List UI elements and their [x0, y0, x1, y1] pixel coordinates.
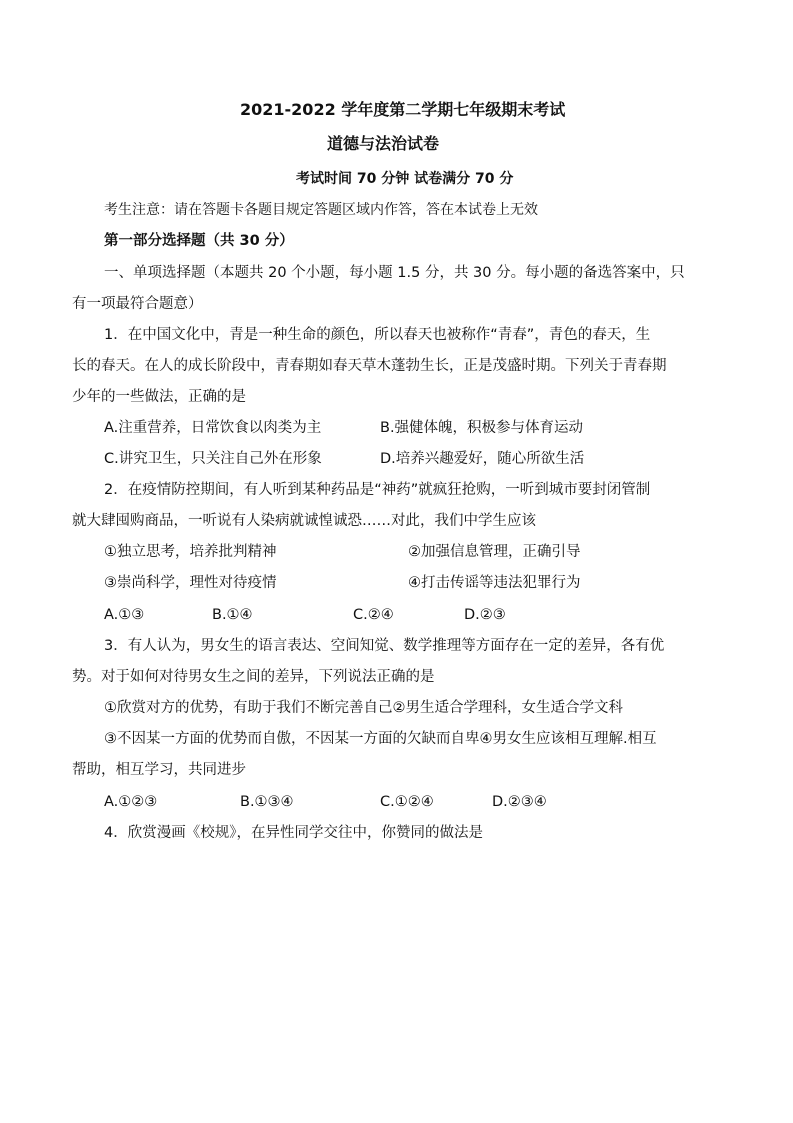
- q3-option-a: A.①②③: [104, 794, 158, 810]
- q3-statement-line2: ③不因某一方面的优势而自傲，不因某一方面的欠缺而自卑④男女生应该相互理解.相互: [104, 731, 657, 747]
- q2-statement-2: ②加强信息管理，正确引导: [408, 544, 581, 560]
- q1-option-d: D.培养兴趣爱好，随心所欲生活: [380, 451, 585, 467]
- q2-option-c: C.②④: [353, 607, 394, 623]
- q1-option-a: A.注重营养，日常饮食以肉类为主: [104, 420, 322, 436]
- part1-instructions-line2: 有一项最符合题意）: [72, 296, 203, 312]
- q3-option-c: C.①②④: [380, 794, 434, 810]
- q2-stem-line2: 就大肆囤购商品，一听说有人染病就诚惶诚恐……对此，我们中学生应该: [72, 513, 536, 529]
- q3-option-b: B.①③④: [240, 794, 294, 810]
- q3-statement-line1: ①欣赏对方的优势，有助于我们不断完善自己②男生适合学理科，女生适合学文科: [104, 700, 623, 716]
- q1-option-c: C.讲究卫生，只关注自己外在形象: [104, 451, 322, 467]
- q1-stem-line1: 1．在中国文化中，青是一种生命的颜色，所以春天也被称作“青春”，青色的春天，生: [104, 327, 651, 343]
- q2-option-d: D.②③: [464, 607, 506, 623]
- q1-stem-line2: 长的春天。在人的成长阶段中，青春期如春天草木蓬勃生长，正是茂盛时期。下列关于青春期: [72, 358, 667, 374]
- q2-statement-3: ③崇尚科学，理性对待疫情: [104, 575, 277, 591]
- q2-option-b: B.①④: [212, 607, 253, 623]
- exam-title: 2021-2022 学年度第二学期七年级期末考试: [240, 100, 566, 119]
- q1-option-b: B.强健体魄，积极参与体育运动: [380, 420, 584, 436]
- part1-instructions-line1: 一、单项选择题（本题共 20 个小题，每小题 1.5 分，共 30 分。每小题的备选答案中，只: [104, 265, 685, 281]
- q2-statement-1: ①独立思考，培养批判精神: [104, 544, 277, 560]
- q2-stem-line1: 2．在疫情防控期间，有人听到某种药品是“神药”就疯狂抢购，一听到城市要封闭管制: [104, 482, 651, 498]
- exam-notice: 考生注意：请在答题卡各题目规定答题区域内作答，答在本试卷上无效: [104, 202, 538, 218]
- q2-statement-4: ④打击传谣等违法犯罪行为: [408, 575, 581, 591]
- q4-stem: 4．欣赏漫画《校规》，在异性同学交往中，你赞同的做法是: [104, 825, 483, 841]
- part1-heading: 第一部分选择题（共 30 分）: [104, 233, 294, 249]
- q3-stem-line2: 势。对于如何对待男女生之间的差异，下列说法正确的是: [72, 669, 435, 685]
- q3-stem-line1: 3．有人认为，男女生的语言表达、空间知觉、数学推理等方面存在一定的差异，各有优: [104, 638, 665, 654]
- exam-info: 考试时间 70 分钟 试卷满分 70 分: [296, 171, 514, 187]
- subject-title: 道德与法治试卷: [327, 134, 440, 153]
- q1-stem-line3: 少年的一些做法，正确的是: [72, 389, 246, 405]
- q3-option-d: D.②③④: [492, 794, 547, 810]
- q3-statement-line3: 帮助，相互学习，共同进步: [72, 762, 246, 778]
- q2-option-a: A.①③: [104, 607, 145, 623]
